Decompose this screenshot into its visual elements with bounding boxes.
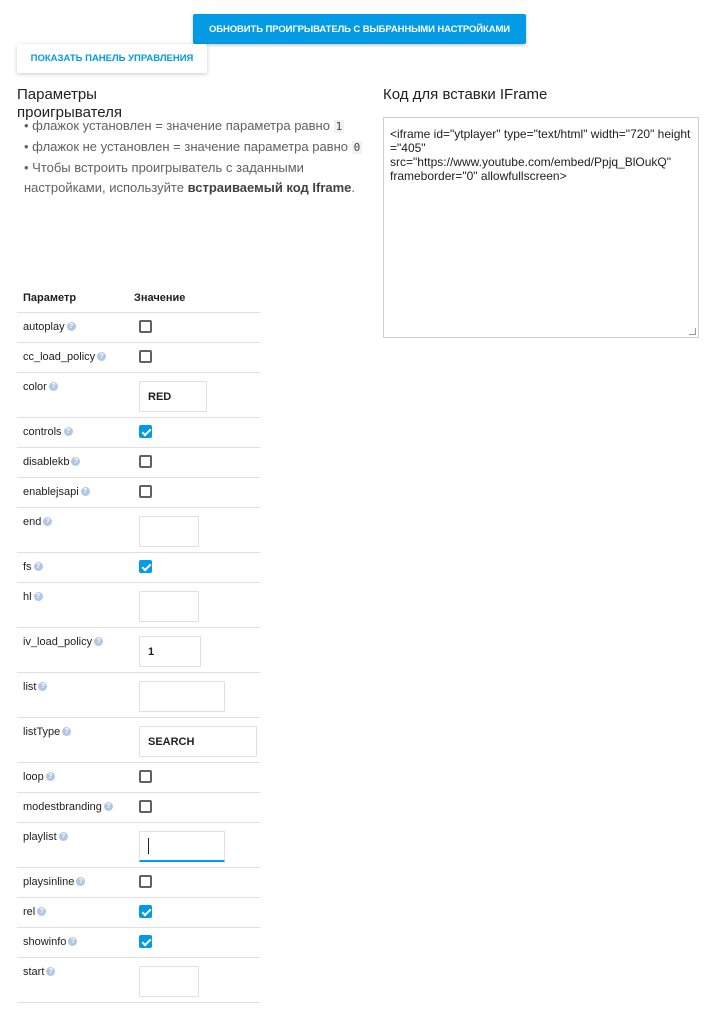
param-name: start xyxy=(23,966,45,978)
param-name: listType xyxy=(23,726,61,738)
help-icon[interactable]: ? xyxy=(49,382,58,391)
param-value-cell xyxy=(128,823,260,868)
param-name-cell xyxy=(17,928,128,958)
iframe-code-textarea[interactable] xyxy=(383,117,699,338)
param-name-cell xyxy=(17,868,128,898)
param-name: loop xyxy=(23,771,44,783)
param-name: end xyxy=(23,516,42,528)
note-embed xyxy=(24,158,369,198)
params-table-body xyxy=(17,313,260,1003)
help-icon[interactable]: ? xyxy=(67,322,76,331)
help-icon[interactable]: ? xyxy=(76,877,85,886)
param-name: disablekb xyxy=(23,456,70,468)
listType-input[interactable] xyxy=(139,726,257,757)
note-unchecked-code: 0 xyxy=(353,141,361,154)
param-row-rel xyxy=(17,898,260,928)
help-icon[interactable]: ? xyxy=(38,682,47,691)
note-checked-text: • флажок установлен = значение параметра равно xyxy=(24,118,330,133)
param-row-showinfo xyxy=(17,928,260,958)
param-value-cell xyxy=(128,898,260,928)
help-icon[interactable]: ? xyxy=(94,637,103,646)
iframe-code-title: Код для вставки IFrame xyxy=(383,86,548,103)
param-name-cell xyxy=(17,898,128,928)
param-name: color xyxy=(23,381,47,393)
iframe-code-text: <iframe id="ytplayer" type="text/html" width="720" height="405" src="https://www.youtube.com/embed/Ppjq_BlOukQ" frameborder="0" allowfullscreen> xyxy=(390,127,691,183)
cc_load_policy-checkbox[interactable] xyxy=(139,350,152,363)
enablejsapi-checkbox[interactable] xyxy=(139,485,152,498)
param-name: list xyxy=(23,681,37,693)
param-row-loop xyxy=(17,763,260,793)
help-icon[interactable]: ? xyxy=(71,457,80,466)
param-name-cell xyxy=(17,958,128,1003)
param-value-cell xyxy=(128,508,260,553)
param-name-cell xyxy=(17,478,128,508)
note-unchecked xyxy=(24,137,369,158)
param-name: autoplay xyxy=(23,321,65,333)
param-row-end xyxy=(17,508,260,553)
param-notes xyxy=(24,116,369,198)
help-icon[interactable]: ? xyxy=(34,562,43,571)
start-input[interactable] xyxy=(139,966,199,997)
end-input[interactable] xyxy=(139,516,199,547)
param-row-modestbranding xyxy=(17,793,260,823)
hl-input[interactable] xyxy=(139,591,199,622)
param-row-autoplay xyxy=(17,313,260,343)
param-row-start xyxy=(17,958,260,1003)
color-value: RED xyxy=(148,390,172,403)
showinfo-checkbox[interactable] xyxy=(139,935,152,948)
param-name: playsinline xyxy=(23,876,75,888)
param-row-iv_load_policy xyxy=(17,628,260,673)
param-name-cell xyxy=(17,553,128,583)
param-name-cell xyxy=(17,418,128,448)
help-icon[interactable]: ? xyxy=(62,727,71,736)
note-unchecked-text: • флажок не установлен = значение параметра равно xyxy=(24,139,348,154)
param-name-cell xyxy=(17,823,128,868)
param-row-list xyxy=(17,673,260,718)
param-value-cell xyxy=(128,448,260,478)
help-icon[interactable]: ? xyxy=(104,802,113,811)
param-row-cc_load_policy xyxy=(17,343,260,373)
param-name-cell xyxy=(17,583,128,628)
rel-checkbox[interactable] xyxy=(139,905,152,918)
resize-grip-icon[interactable] xyxy=(689,328,696,335)
param-value-cell xyxy=(128,478,260,508)
param-row-disablekb xyxy=(17,448,260,478)
param-value-cell xyxy=(128,868,260,898)
iframe-code-link[interactable]: встраиваемый код Iframe xyxy=(187,180,352,195)
player-params-title: Параметры проигрывателя xyxy=(17,86,123,121)
param-name: hl xyxy=(23,591,32,603)
controls-checkbox[interactable] xyxy=(139,425,152,438)
param-name-cell xyxy=(17,763,128,793)
param-name-cell xyxy=(17,448,128,478)
help-icon[interactable]: ? xyxy=(43,517,52,526)
iv_load_policy-input[interactable] xyxy=(139,636,201,667)
param-row-color xyxy=(17,373,260,418)
param-value-cell xyxy=(128,793,260,823)
param-value-cell xyxy=(128,958,260,1003)
param-row-fs xyxy=(17,553,260,583)
loop-checkbox[interactable] xyxy=(139,770,152,783)
param-name: rel xyxy=(23,906,36,918)
modestbranding-checkbox[interactable] xyxy=(139,800,152,813)
param-name-cell xyxy=(17,673,128,718)
param-name-cell xyxy=(17,373,128,418)
param-row-hl xyxy=(17,583,260,628)
disablekb-checkbox[interactable] xyxy=(139,455,152,468)
listType-value: SEARCH xyxy=(148,735,195,748)
params-table-header xyxy=(17,284,260,313)
param-row-listType xyxy=(17,718,260,763)
param-name: modestbranding xyxy=(23,801,102,813)
help-icon[interactable]: ? xyxy=(81,487,90,496)
param-row-enablejsapi xyxy=(17,478,260,508)
help-icon[interactable]: ? xyxy=(46,967,55,976)
param-name-cell xyxy=(17,718,128,763)
param-name-cell xyxy=(17,508,128,553)
help-icon[interactable]: ? xyxy=(59,832,68,841)
param-name: showinfo xyxy=(23,936,67,948)
param-row-controls xyxy=(17,418,260,448)
param-name: iv_load_policy xyxy=(23,636,93,648)
param-name: controls xyxy=(23,426,62,438)
param-value-cell xyxy=(128,928,260,958)
playlist-input[interactable] xyxy=(139,831,225,862)
param-value-cell xyxy=(128,418,260,448)
note-checked-code: 1 xyxy=(335,120,343,133)
help-icon[interactable]: ? xyxy=(46,772,55,781)
note-embed-end: . xyxy=(351,180,356,195)
param-value-cell xyxy=(128,583,260,628)
param-name-cell xyxy=(17,313,128,343)
list-input[interactable] xyxy=(139,681,225,712)
param-value-cell xyxy=(128,373,260,418)
param-name-cell xyxy=(17,343,128,373)
header-param: Параметр xyxy=(17,284,128,313)
header-value: Значение xyxy=(128,284,260,313)
param-value-cell xyxy=(128,628,260,673)
param-value-cell xyxy=(128,718,260,763)
param-value-cell xyxy=(128,313,260,343)
help-icon[interactable]: ? xyxy=(64,427,73,436)
param-row-playlist xyxy=(17,823,260,868)
param-value-cell xyxy=(128,673,260,718)
param-name-cell xyxy=(17,628,128,673)
color-input[interactable] xyxy=(139,381,207,412)
param-value-cell xyxy=(128,763,260,793)
param-value-cell xyxy=(128,553,260,583)
text-caret xyxy=(148,838,149,854)
param-name: cc_load_policy xyxy=(23,351,96,363)
param-value-cell xyxy=(128,343,260,373)
help-icon[interactable]: ? xyxy=(97,352,106,361)
show-control-panel-button[interactable]: ПОКАЗАТЬ ПАНЕЛЬ УПРАВЛЕНИЯ xyxy=(17,44,207,73)
help-icon[interactable]: ? xyxy=(34,592,43,601)
param-name: playlist xyxy=(23,831,57,843)
fs-checkbox[interactable] xyxy=(139,560,152,573)
param-name: enablejsapi xyxy=(23,486,79,498)
params-table xyxy=(17,284,260,1003)
param-row-playsinline xyxy=(17,868,260,898)
note-embed-text: • Чтобы встроить проигрыватель с заданными настройками, используйте xyxy=(24,160,304,195)
iv_load_policy-value: 1 xyxy=(148,645,155,658)
playsinline-checkbox[interactable] xyxy=(139,875,152,888)
autoplay-checkbox[interactable] xyxy=(139,320,152,333)
help-icon[interactable]: ? xyxy=(68,937,77,946)
update-player-button[interactable]: ОБНОВИТЬ ПРОИГРЫВАТЕЛЬ С ВЫБРАННЫМИ НАСТРОЙКАМИ xyxy=(193,14,526,44)
help-icon[interactable]: ? xyxy=(37,907,46,916)
param-name: fs xyxy=(23,561,32,573)
param-name-cell xyxy=(17,793,128,823)
note-checked xyxy=(24,116,369,137)
